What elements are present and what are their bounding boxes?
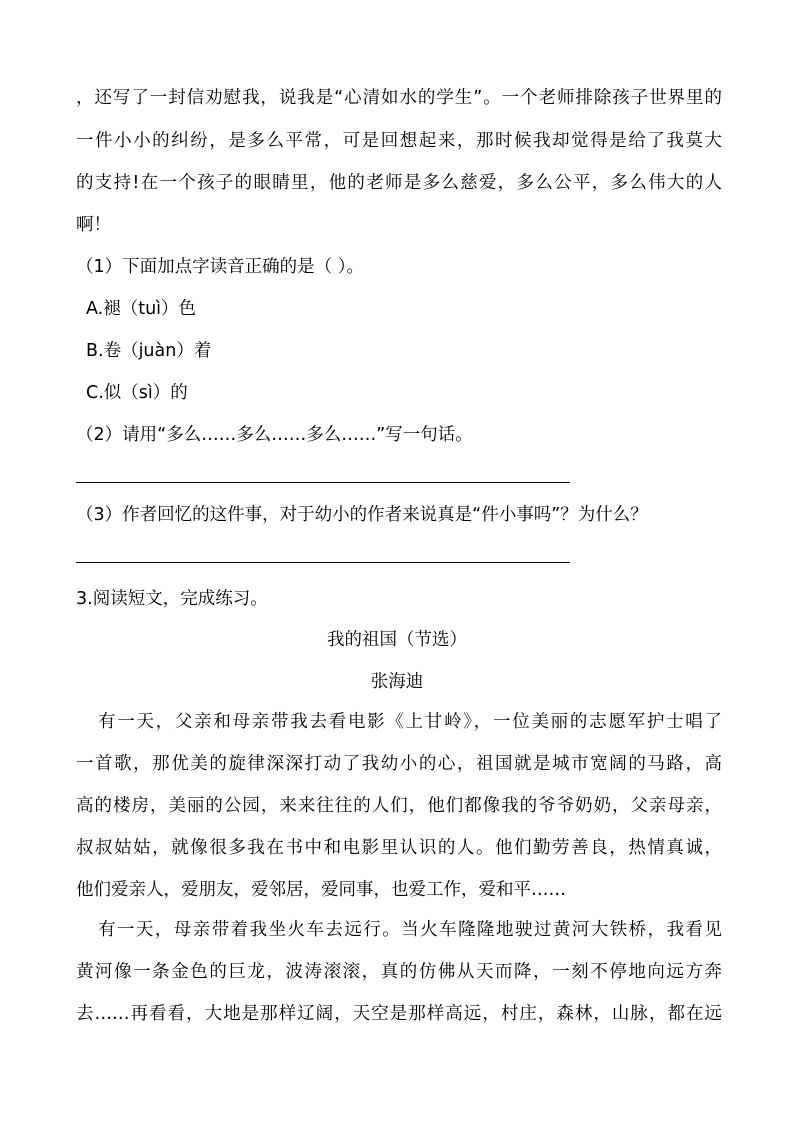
answer-line-q2 — [76, 482, 570, 483]
paragraph-2-line: 黄河像一条金色的巨龙，波涛滚滚，真的仿佛从天而降，一刻不停地向远方奔 — [76, 962, 722, 982]
paragraph-2-line: 有一天，母亲带着我坐火车去远行。当火车隆隆地驶过黄河大铁桥，我看见 — [98, 920, 722, 940]
question-2-prompt: （2）请用“多么……多么……多么……”写一句话。 — [76, 425, 473, 445]
paragraph-1-line: 有一天，父亲和母亲带我去看电影《上甘岭》，一位美丽的志愿军护士唱了 — [98, 712, 722, 732]
question-1-option-c: C.似（sì）的 — [86, 383, 188, 403]
paragraph-1-line: 叔叔姑姑，就像很多我在书中和电影里认识的人。他们勤劳善良，热情真诚， — [76, 838, 722, 858]
paragraph-1-line: 他们爱亲人，爱朋友，爱邻居，爱同事，也爱工作，爱和平…… — [76, 880, 566, 900]
question-1-option-b: B.卷（juàn）着 — [86, 341, 212, 361]
passage-line: ，还写了一封信劝慰我，说我是“心清如水的学生”。一个老师排除孩子世界里的 — [76, 88, 722, 108]
section-heading: 3.阅读短文，完成练习。 — [76, 589, 268, 609]
passage-line: 一件小小的纠纷，是多么平常，可是回想起来，那时候我却觉得是给了我莫大 — [76, 131, 722, 151]
passage-line: 的支持!在一个孩子的眼睛里，他的老师是多么慈爱，多么公平，多么伟大的人 — [76, 173, 722, 193]
article-title: 我的祖国（节选） — [327, 630, 467, 650]
article-author: 张海迪 — [370, 672, 424, 692]
question-1-prompt: （1）下面加点字读音正确的是（ ）。 — [76, 257, 364, 277]
question-3-prompt: （3）作者回忆的这件事，对于幼小的作者来说真是“件小事吗”？为什么？ — [76, 505, 648, 525]
paragraph-1-line: 一首歌，那优美的旋律深深打动了我幼小的心，祖国就是城市宽阔的马路，高 — [76, 754, 722, 774]
answer-line-q3 — [76, 562, 570, 563]
question-1-option-a: A.褪（tuì）色 — [86, 299, 197, 319]
paragraph-2-line: 去……再看看，大地是那样辽阔，天空是那样高远，村庄，森林，山脉，都在远 — [76, 1004, 722, 1024]
paragraph-1-line: 高的楼房，美丽的公园，来来往往的人们，他们都像我的爷爷奶奶，父亲母亲， — [76, 796, 722, 816]
passage-line: 啊！ — [76, 215, 111, 235]
